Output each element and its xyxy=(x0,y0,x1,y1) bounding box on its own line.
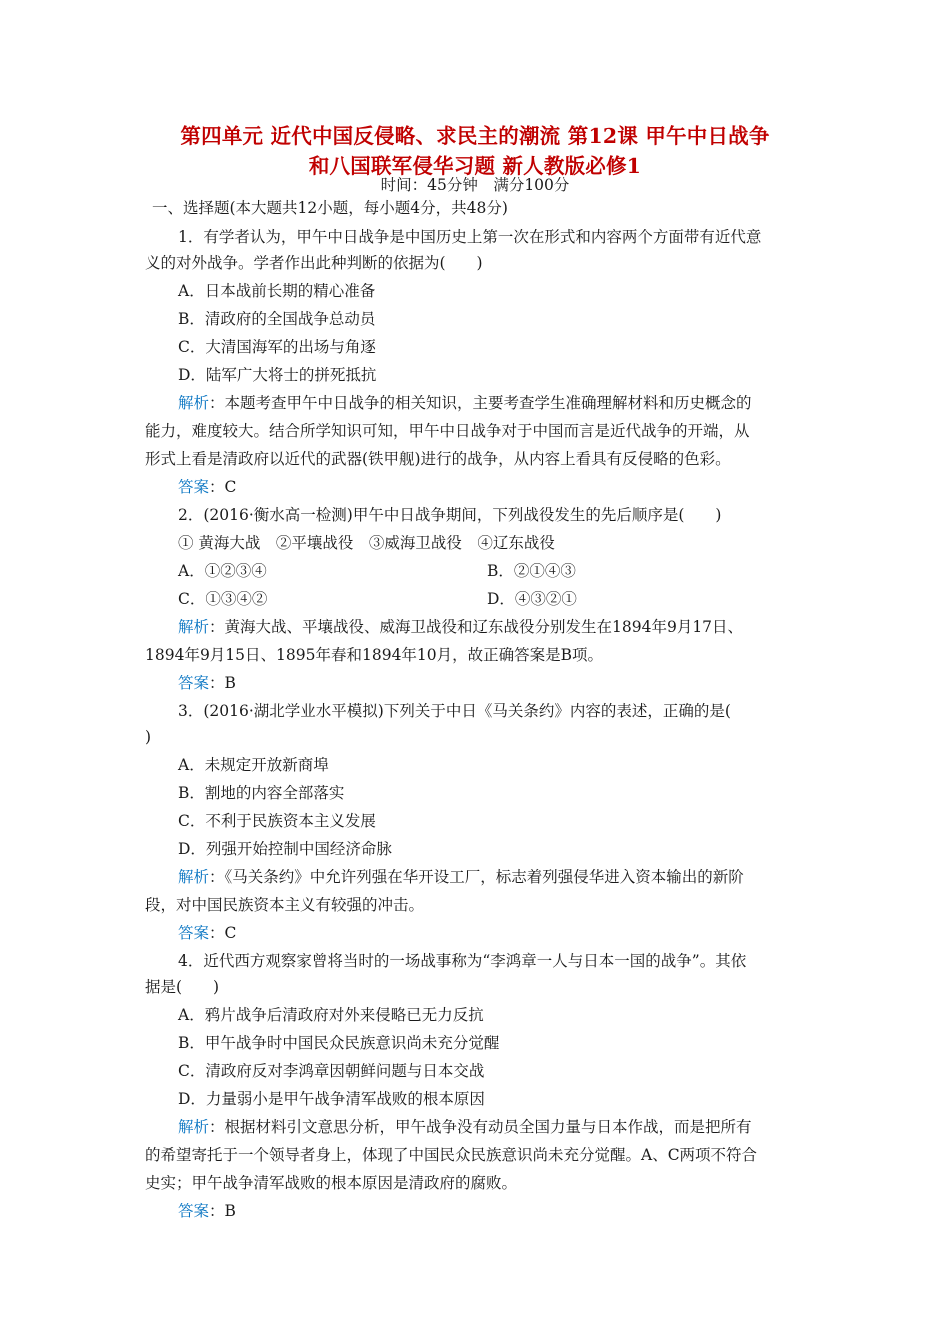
q3-option-d: D．列强开始控制中国经济命脉 xyxy=(178,840,392,858)
answer-value: ：B xyxy=(209,1202,236,1220)
answer-value: ：C xyxy=(209,924,237,942)
analysis-label: 解析 xyxy=(178,868,210,886)
q3-analysis-line-2: 段，对中国民族资本主义有较强的冲击。 xyxy=(145,896,425,914)
q3-option-b: B．割地的内容全部落实 xyxy=(178,784,345,802)
document-title-line-1: 第四单元 近代中国反侵略、求民主的潮流 第12课 甲午中日战争 xyxy=(180,124,770,148)
q4-analysis-line-3: 史实；甲午战争清军战败的根本原因是清政府的腐败。 xyxy=(145,1174,518,1192)
q1-option-a: A．日本战前长期的精心准备 xyxy=(178,282,376,300)
q1-stem-line-1: 1．有学者认为，甲午中日战争是中国历史上第一次在形式和内容两个方面带有近代意 xyxy=(178,228,762,246)
q3-option-a: A．未规定开放新商埠 xyxy=(178,756,329,774)
analysis-label: 解析 xyxy=(178,618,210,636)
q1-analysis-line-1 xyxy=(178,393,752,413)
q1-option-c: C．大清国海军的出场与角逐 xyxy=(178,338,376,356)
analysis-label: 解析 xyxy=(178,1118,210,1136)
q3-option-c: C．不利于民族资本主义发展 xyxy=(178,812,376,830)
q2-option-d: D．④③②① xyxy=(487,590,577,608)
q1-analysis-line-2: 能力，难度较大。结合所学知识可知，甲午中日战争对于中国而言是近代战争的开端，从 xyxy=(145,422,750,440)
q2-stem: 2．(2016·衡水高一检测)甲午中日战争期间，下列战役发生的先后顺序是( ) xyxy=(178,506,722,524)
q4-analysis-line-2: 的希望寄托于一个领导者身上，体现了中国民众民族意识尚未充分觉醒。A、C两项不符合 xyxy=(145,1146,758,1164)
answer-label: 答案 xyxy=(178,478,210,496)
answer-label: 答案 xyxy=(178,1202,210,1220)
answer-value: ：C xyxy=(209,478,237,496)
q4-stem-line-1: 4．近代西方观察家曾将当时的一场战事称为“李鸿章一人与日本一国的战争”。其依 xyxy=(178,952,747,970)
q2-option-b: B．②①④③ xyxy=(487,562,576,580)
q4-option-a: A．鸦片战争后清政府对外来侵略已无力反抗 xyxy=(178,1006,484,1024)
analysis-text: ：《马关条约》中允许列强在华开设工厂，标志着列强侵华进入资本输出的新阶 xyxy=(209,868,744,886)
q4-answer xyxy=(178,1201,236,1221)
q3-answer xyxy=(178,923,236,943)
q3-stem-line-1: 3．(2016·湖北学业水平模拟)下列关于中日《马关条约》内容的表述，正确的是( xyxy=(178,702,731,720)
section-heading: 一、选择题(本大题共12小题，每小题4分，共48分) xyxy=(152,199,508,217)
q4-option-c: C．清政府反对李鸿章因朝鲜问题与日本交战 xyxy=(178,1062,485,1080)
answer-label: 答案 xyxy=(178,674,210,692)
q3-stem-line-2: ) xyxy=(145,728,152,746)
analysis-text: ：根据材料引文意思分析，甲午战争没有动员全国力量与日本作战，而是把所有 xyxy=(209,1118,752,1136)
q2-option-c: C．①③④② xyxy=(178,590,268,608)
q1-option-d: D．陆军广大将士的拼死抵抗 xyxy=(178,366,377,384)
q4-analysis-line-1 xyxy=(178,1117,752,1137)
q1-stem-line-2: 义的对外战争。学者作出此种判断的依据为( ) xyxy=(145,254,483,272)
q1-answer xyxy=(178,477,236,497)
q2-items: ① 黄海大战 ②平壤战役 ③威海卫战役 ④辽东战役 xyxy=(178,534,555,552)
analysis-text: ：黄海大战、平壤战役、威海卫战役和辽东战役分别发生在1894年9月17日、 xyxy=(209,618,744,636)
q2-answer xyxy=(178,673,236,693)
q2-analysis-line-1 xyxy=(178,617,743,637)
q1-analysis-line-3: 形式上看是清政府以近代的武器(铁甲舰)进行的战争，从内容上看具有反侵略的色彩。 xyxy=(145,450,731,468)
answer-value: ：B xyxy=(209,674,236,692)
analysis-label: 解析 xyxy=(178,394,210,412)
q2-option-a: A．①②③④ xyxy=(178,562,267,580)
q4-option-b: B．甲午战争时中国民众民族意识尚未充分觉醒 xyxy=(178,1034,500,1052)
analysis-text: ：本题考查甲午中日战争的相关知识，主要考查学生准确理解材料和历史概念的 xyxy=(209,394,752,412)
q4-stem-line-2: 据是( ) xyxy=(145,978,220,996)
q4-option-d: D．力量弱小是甲午战争清军战败的根本原因 xyxy=(178,1090,485,1108)
time-and-score: 时间：45分钟 满分100分 xyxy=(380,176,570,194)
q2-analysis-line-2: 1894年9月15日、1895年春和1894年10月，故正确答案是B项。 xyxy=(145,646,604,664)
document-title-line-2: 和八国联军侵华习题 新人教版必修1 xyxy=(308,154,642,178)
answer-label: 答案 xyxy=(178,924,210,942)
q3-analysis-line-1 xyxy=(178,867,744,887)
q1-option-b: B．清政府的全国战争总动员 xyxy=(178,310,376,328)
